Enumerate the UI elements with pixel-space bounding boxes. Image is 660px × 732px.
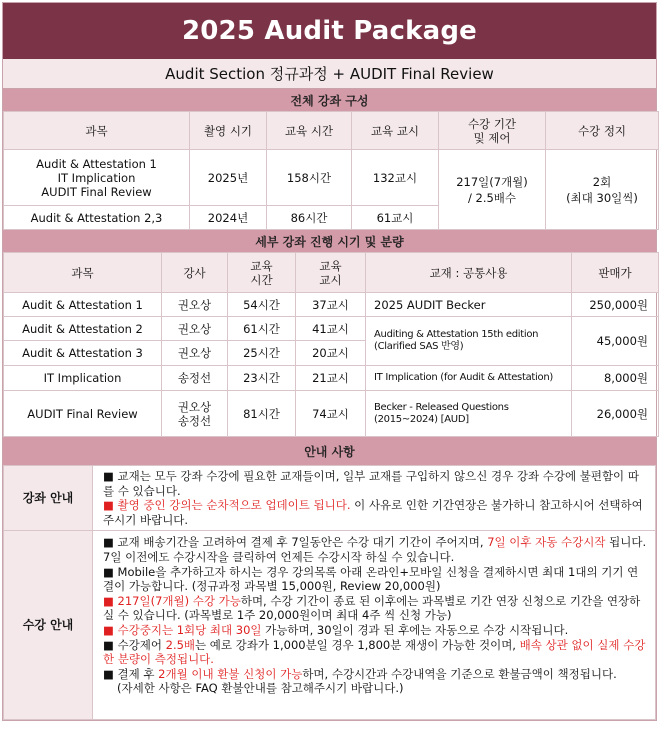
detail-teacher: 권오상 송정선 — [162, 391, 228, 437]
detail-price: 250,000원 — [572, 293, 659, 317]
detail-band: 세부 강좌 진행 시기 및 분량 — [3, 230, 656, 252]
detail-periods: 21교시 — [296, 366, 366, 391]
study-notice-highlight: 2개월 이내 환불 신청이 가능 — [158, 666, 303, 681]
detail-header-periods: 교육 교시 — [296, 253, 366, 293]
overview-row-year: 2025년 — [190, 150, 267, 206]
course-notice-line: 이 사유로 인한 기간연장은 불가하니 참고하시어 선택하여 주시기 바랍니다. — [103, 498, 643, 527]
detail-teacher: 권오상 — [162, 317, 228, 341]
detail-teacher: 권오상 — [162, 341, 228, 366]
detail-header-hours: 교육 시간 — [228, 253, 296, 293]
study-notice-line: 는 예로 강좌가 1,000분일 경우 1,800분 재생이 가능한 것이며, — [195, 637, 520, 652]
detail-subject: Audit & Attestation 3 — [4, 341, 162, 366]
study-notice-line: 됩니다. 7일 이전에도 수강시작을 클릭하여 언제든 수강시작 하실 수 있습니다. — [103, 535, 647, 564]
overview-row-subject: Audit & Attestation 2,3 — [4, 206, 190, 230]
study-notice-highlight: 배속 상관 없이 실제 수강한 분량이 측정됩니다. — [103, 637, 646, 667]
detail-periods: 74교시 — [296, 391, 366, 437]
detail-subject: Audit & Attestation 1 — [4, 293, 162, 317]
overview-header-periods: 교육 교시 — [352, 112, 439, 150]
detail-book: IT Implication (for Audit & Attestation) — [366, 366, 572, 391]
overview-row-periods: 132교시 — [352, 150, 439, 206]
detail-hours: 25시간 — [228, 341, 296, 366]
detail-price: 8,000원 — [572, 366, 659, 391]
study-notice-line: ■ 수강제어 — [103, 637, 166, 652]
page-title: 2025 Audit Package — [3, 3, 656, 59]
detail-header-price: 판매가 — [572, 253, 659, 293]
study-notice-line: 하며, 수강 기간이 종료 된 이후에는 과목별로 기간 연장 신청으로 기간을 연장하실 수 있습니다. (과목별로 1주 20,000원이며 최대 4주 씩 신청 가능) — [103, 593, 641, 623]
detail-teacher: 송정선 — [162, 366, 228, 391]
detail-teacher: 권오상 — [162, 293, 228, 317]
study-notice-line: ■ 교재 배송기간을 고려하여 결제 후 7일동안은 수강 대기 기간이 주어지며, — [103, 535, 488, 550]
overview-table — [3, 111, 659, 230]
overview-header-period-control: 수강 기간 및 제어 — [439, 112, 546, 150]
overview-header-year: 촬영 시기 — [190, 112, 267, 150]
notice-band: 안내 사항 — [3, 437, 656, 465]
study-notice-highlight: 7일 이후 자동 수강시작 — [487, 535, 606, 550]
study-notice-highlight: ■ 수강중지는 1회당 최대 30일 — [103, 622, 262, 637]
detail-periods: 41교시 — [296, 317, 366, 341]
detail-subject: Audit & Attestation 2 — [4, 317, 162, 341]
study-notice-line: 가능하며, 30일이 경과 된 후에는 자동으로 수강 시작됩니다. — [261, 622, 569, 637]
overview-header-hours: 교육 시간 — [267, 112, 352, 150]
overview-row-subject: Audit & Attestation 1 IT Implication AUDIT Final Review — [4, 150, 190, 206]
study-notice-footnote: (자세한 사항은 FAQ 환불안내를 참고해주시기 바랍니다.) — [117, 681, 404, 696]
course-notice-text — [93, 466, 656, 531]
overview-header-pause: 수강 정지 — [546, 112, 659, 150]
course-notice-line: ■ 교재는 모두 강좌 수강에 필요한 교재들이며, 일부 교재를 구입하지 않으신 경우 강좌 수강에 불편함이 따를 수 있습니다. — [103, 469, 639, 498]
study-notice-line: ■ Mobile을 추가하고자 하시는 경우 강의목록 아래 온라인+모바일 신청을 결제하시면 최대 1대의 기기 연결이 가능합니다. (정규과정 과목별 15,000원, Review 20,000원) — [103, 564, 639, 594]
course-notice-highlight: ■ 촬영 중인 강의는 순차적으로 업데이트 됩니다. — [103, 498, 351, 513]
study-notice-line: ■ 결제 후 — [103, 666, 159, 681]
overview-pause: 2회 (최대 30일씩) — [546, 150, 659, 230]
detail-shared-book: Auditing & Attestation 15th edition (Clarified SAS 반영) — [366, 317, 572, 366]
study-notice-highlight: 2.5배 — [165, 637, 196, 652]
detail-shared-price: 45,000원 — [572, 317, 659, 366]
page-subtitle: Audit Section 정규과정 + AUDIT Final Review — [3, 59, 656, 89]
study-notice-highlight: ■ 217일(7개월) 수강 가능 — [103, 593, 241, 608]
overview-row-hours: 86시간 — [267, 206, 352, 230]
detail-table — [3, 252, 659, 437]
detail-book: Becker - Released Questions (2015~2024) [AUD] — [366, 391, 572, 437]
detail-header-subject: 과목 — [4, 253, 162, 293]
overview-row-year: 2024년 — [190, 206, 267, 230]
audit-package-table — [2, 2, 657, 721]
detail-book: 2025 AUDIT Becker — [366, 293, 572, 317]
overview-row-hours: 158시간 — [267, 150, 352, 206]
detail-subject: AUDIT Final Review — [4, 391, 162, 437]
detail-header-teacher: 강사 — [162, 253, 228, 293]
study-notice-label: 수강 안내 — [4, 531, 93, 720]
detail-hours: 54시간 — [228, 293, 296, 317]
study-notice-text — [93, 531, 656, 720]
overview-row-periods: 61교시 — [352, 206, 439, 230]
detail-hours: 61시간 — [228, 317, 296, 341]
detail-subject: IT Implication — [4, 366, 162, 391]
course-notice-label: 강좌 안내 — [4, 466, 93, 531]
overview-band: 전체 강좌 구성 — [3, 89, 656, 111]
study-notice-line: 하며, 수강시간과 수강내역을 기준으로 환불금액이 책정됩니다. — [302, 666, 617, 681]
detail-periods: 20교시 — [296, 341, 366, 366]
overview-period: 217일(7개월) / 2.5배수 — [439, 150, 546, 230]
detail-hours: 81시간 — [228, 391, 296, 437]
overview-header-subject: 과목 — [4, 112, 190, 150]
detail-periods: 37교시 — [296, 293, 366, 317]
detail-header-book: 교재 : 공통사용 — [366, 253, 572, 293]
detail-price: 26,000원 — [572, 391, 659, 437]
detail-hours: 23시간 — [228, 366, 296, 391]
notice-table — [3, 465, 656, 720]
